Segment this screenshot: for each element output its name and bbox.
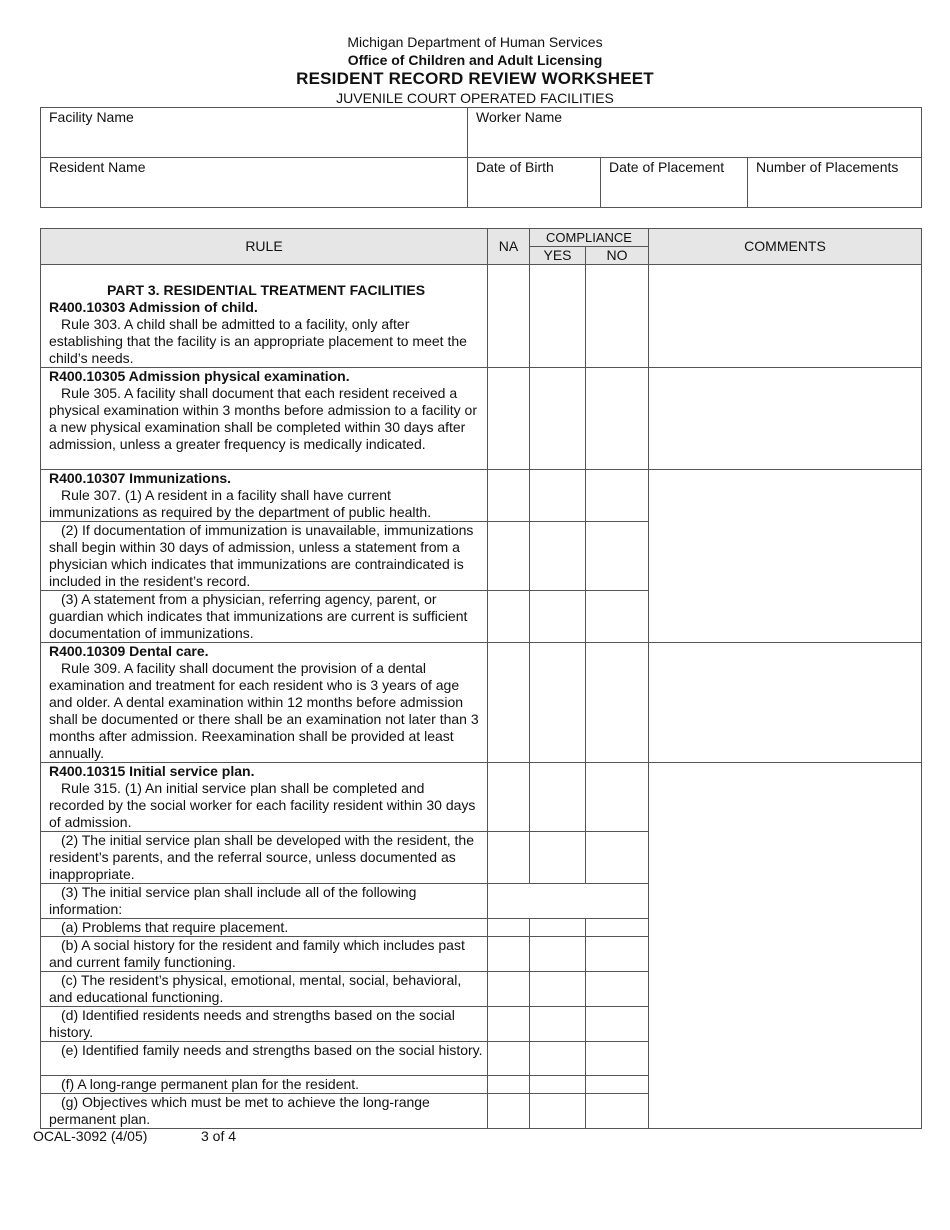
yes-checkbox[interactable] — [530, 470, 586, 522]
department-name: Michigan Department of Human Services — [347, 34, 603, 50]
no-checkbox[interactable] — [586, 470, 649, 522]
page-number: 3 of 4 — [201, 1128, 237, 1144]
na-checkbox[interactable] — [488, 1076, 530, 1094]
na-header: NA — [488, 229, 530, 265]
rule-315-e-cell — [41, 1042, 488, 1076]
no-checkbox[interactable] — [586, 1076, 649, 1094]
form-number: OCAL-3092 (4/05) — [33, 1128, 148, 1144]
no-checkbox[interactable] — [586, 1042, 649, 1076]
rule-315-f-cell — [41, 1076, 488, 1094]
rule-315-g-cell — [41, 1094, 488, 1129]
footer — [33, 1128, 236, 1144]
yes-checkbox[interactable] — [530, 832, 586, 884]
rule-315-b-text: (b) A social history for the resident and family which includes past and current family functioning. — [49, 937, 465, 970]
comments-cell[interactable] — [649, 643, 922, 763]
na-checkbox[interactable] — [488, 763, 530, 832]
rule-307-2-text: (2) If documentation of immunization is unavailable, immunizations shall begin within 30 days of admission, unless a statement from a physician which indicates that immunizations are contraindicated is included in the resident’s record. — [49, 522, 474, 589]
number-of-placements-label: Number of Placements — [756, 159, 899, 175]
info-table — [40, 107, 922, 208]
na-checkbox[interactable] — [488, 937, 530, 972]
na-checkbox[interactable] — [488, 972, 530, 1007]
comments-cell[interactable] — [649, 470, 922, 643]
rule-315-3-text: (3) The initial service plan shall include all of the following information: — [49, 884, 417, 917]
na-checkbox[interactable] — [488, 368, 530, 470]
no-checkbox[interactable] — [586, 832, 649, 884]
no-checkbox[interactable] — [586, 643, 649, 763]
na-checkbox[interactable] — [488, 832, 530, 884]
office-name: Office of Children and Adult Licensing — [347, 52, 603, 68]
rule-315-c-cell — [41, 972, 488, 1007]
yes-checkbox[interactable] — [530, 1076, 586, 1094]
rule-315-a-text: (a) Problems that require placement. — [61, 919, 289, 935]
rule-303-text: Rule 303. A child shall be admitted to a facility, only after establishing that the facility is an appropriate placement to meet the child’s needs. — [49, 316, 467, 366]
yes-checkbox[interactable] — [530, 591, 586, 643]
date-of-birth-label: Date of Birth — [476, 159, 554, 175]
rule-305-text: Rule 305. A facility shall document that each resident received a physical examination within 3 months before admission to a facility or a new physical examination shall be completed within 30 days after admission, unless a greater frequency is medically indicated. — [49, 385, 477, 452]
yes-header: YES — [530, 247, 586, 265]
na-checkbox[interactable] — [488, 522, 530, 591]
comments-cell[interactable] — [649, 265, 922, 368]
na-checkbox[interactable] — [488, 643, 530, 763]
no-checkbox[interactable] — [586, 919, 649, 937]
no-checkbox[interactable] — [586, 591, 649, 643]
facility-name-label: Facility Name — [49, 109, 134, 125]
na-checkbox[interactable] — [488, 1007, 530, 1042]
na-checkbox[interactable] — [488, 1094, 530, 1129]
date-of-placement-label: Date of Placement — [609, 159, 725, 175]
rule-309-title: R400.10309 Dental care. — [49, 643, 209, 659]
no-checkbox[interactable] — [586, 972, 649, 1007]
rule-315-d-cell — [41, 1007, 488, 1042]
page-subtitle: JUVENILE COURT OPERATED FACILITIES — [336, 90, 614, 106]
page-title: RESIDENT RECORD REVIEW WORKSHEET — [296, 69, 654, 88]
rule-315-2-cell — [41, 832, 488, 884]
rule-315-title: R400.10315 Initial service plan. — [49, 763, 255, 779]
no-checkbox[interactable] — [586, 368, 649, 470]
rule-307-2-cell — [41, 522, 488, 591]
compliance-table — [40, 228, 922, 1129]
date-of-birth-field[interactable] — [468, 158, 601, 208]
rule-307-title: R400.10307 Immunizations. — [49, 470, 232, 486]
rule-315-3-cell — [41, 884, 488, 919]
no-checkbox[interactable] — [586, 763, 649, 832]
rule-309-cell — [41, 643, 488, 763]
worker-name-field[interactable] — [468, 108, 922, 158]
na-checkbox[interactable] — [488, 591, 530, 643]
no-checkbox[interactable] — [586, 1094, 649, 1129]
rule-315-a-cell — [41, 919, 488, 937]
rule-header: RULE — [41, 229, 488, 265]
rule-315-d-text: (d) Identified residents needs and strengths based on the social history. — [49, 1007, 455, 1040]
yes-checkbox[interactable] — [530, 265, 586, 368]
na-checkbox[interactable] — [488, 265, 530, 368]
rule-309-text: Rule 309. A facility shall document the provision of a dental examination and treatment for each resident who is 3 years of age and older. A dental examination within 12 months before admission shall be documented or there shall be an examination not later than 3 months after admission. Reexamination shall be provided at least annually. — [49, 660, 479, 761]
no-header: NO — [586, 247, 649, 265]
yes-checkbox[interactable] — [530, 522, 586, 591]
part-title: PART 3. RESIDENTIAL TREATMENT FACILITIES — [106, 282, 426, 298]
no-checkbox[interactable] — [586, 1007, 649, 1042]
yes-checkbox[interactable] — [530, 1042, 586, 1076]
no-checkbox[interactable] — [586, 937, 649, 972]
na-checkbox[interactable] — [488, 919, 530, 937]
no-checkbox[interactable] — [586, 522, 649, 591]
rule-307-3-text: (3) A statement from a physician, referring agency, parent, or guardian which indicates that immunizations are current is sufficient documentation of immunizations. — [49, 591, 468, 641]
rule-307-1-text: Rule 307. (1) A resident in a facility shall have current immunizations as required by the department of public health. — [49, 487, 432, 520]
comments-cell[interactable] — [649, 763, 922, 1129]
na-checkbox[interactable] — [488, 470, 530, 522]
comments-header: COMMENTS — [649, 229, 922, 265]
no-checkbox[interactable] — [586, 265, 649, 368]
date-of-placement-field[interactable] — [601, 158, 748, 208]
merged-blank-cell — [488, 884, 649, 919]
worker-name-label: Worker Name — [476, 109, 563, 125]
yes-checkbox[interactable] — [530, 937, 586, 972]
rule-315-b-cell — [41, 937, 488, 972]
facility-name-field[interactable] — [41, 108, 468, 158]
rule-315-g-text: (g) Objectives which must be met to achieve the long-range permanent plan. — [49, 1094, 430, 1127]
na-checkbox[interactable] — [488, 1042, 530, 1076]
yes-checkbox[interactable] — [530, 643, 586, 763]
rule-305-cell — [41, 368, 488, 470]
yes-checkbox[interactable] — [530, 972, 586, 1007]
rule-303-cell — [41, 265, 488, 368]
comments-cell[interactable] — [649, 368, 922, 470]
number-of-placements-field[interactable] — [748, 158, 922, 208]
rule-307-1-cell — [41, 470, 488, 522]
yes-checkbox[interactable] — [530, 763, 586, 832]
yes-checkbox[interactable] — [530, 368, 586, 470]
rule-315-f-text: (f) A long-range permanent plan for the resident. — [61, 1076, 360, 1092]
rule-315-e-text: (e) Identified family needs and strengths based on the social history. — [61, 1042, 483, 1058]
compliance-header: COMPLIANCE — [530, 229, 649, 247]
rule-315-2-text: (2) The initial service plan shall be developed with the resident, the resident’s parents, and the referral source, unless documented as inappropriate. — [49, 832, 474, 882]
rule-315-c-text: (c) The resident’s physical, emotional, mental, social, behavioral, and educational functioning. — [49, 972, 462, 1005]
yes-checkbox[interactable] — [530, 919, 586, 937]
resident-name-field[interactable] — [41, 158, 468, 208]
rule-305-title: R400.10305 Admission physical examination. — [49, 368, 350, 384]
resident-name-label: Resident Name — [49, 159, 146, 175]
yes-checkbox[interactable] — [530, 1007, 586, 1042]
rule-303-title: R400.10303 Admission of child. — [49, 299, 258, 315]
rule-315-1-text: Rule 315. (1) An initial service plan shall be completed and recorded by the social worker for each facility resident within 30 days of admission. — [49, 780, 476, 830]
yes-checkbox[interactable] — [530, 1094, 586, 1129]
rule-315-1-cell — [41, 763, 488, 832]
rule-307-3-cell — [41, 591, 488, 643]
